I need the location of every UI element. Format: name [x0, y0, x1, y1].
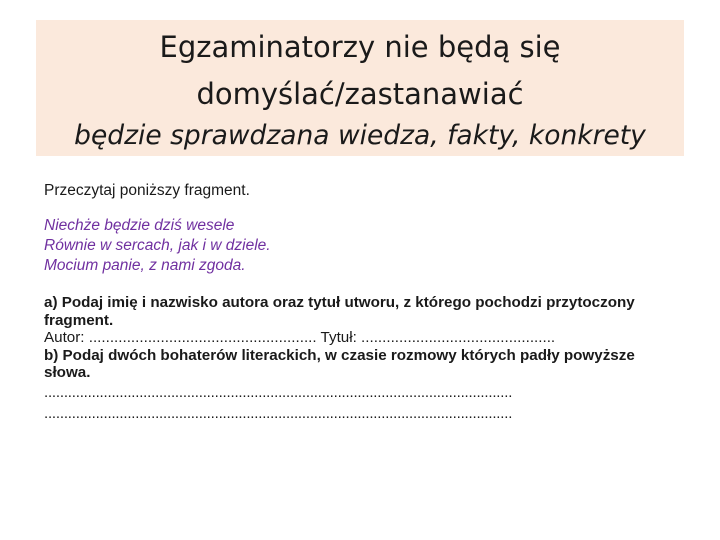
title-box — [36, 20, 684, 156]
question-b: b) Podaj dwóch bohaterów literackich, w czasie rozmowy których padły powyższe słowa. — [44, 346, 635, 381]
quote-line-3: Mocium panie, z nami zgoda. — [44, 257, 246, 274]
answer-b-line-1: ...................................................................................................................... — [44, 383, 513, 401]
quote-line-2: Równie w sercach, jak i w dziele. — [44, 237, 271, 254]
quote-block — [44, 216, 684, 276]
question-a: a) Podaj imię i nazwisko autora oraz tytuł utworu, z którego pochodzi przytoczony fragment. — [44, 294, 635, 329]
answer-a-line: Autor: ...................................................... Tytuł: .............................................. — [44, 329, 556, 346]
title-line-1: Egzaminatorzy nie będą się — [159, 30, 561, 64]
title-subtitle: będzie sprawdzana wiedza, fakty, konkrety — [74, 120, 646, 151]
quote-line-1: Niechże będzie dziś wesele — [44, 217, 235, 234]
instruction-text: Przeczytaj poniższy fragment. — [44, 182, 250, 199]
answer-b-line-2: ...................................................................................................................... — [44, 404, 513, 422]
title-line-2: domyślać/zastanawiać — [196, 77, 524, 111]
exercise-content — [44, 181, 684, 424]
